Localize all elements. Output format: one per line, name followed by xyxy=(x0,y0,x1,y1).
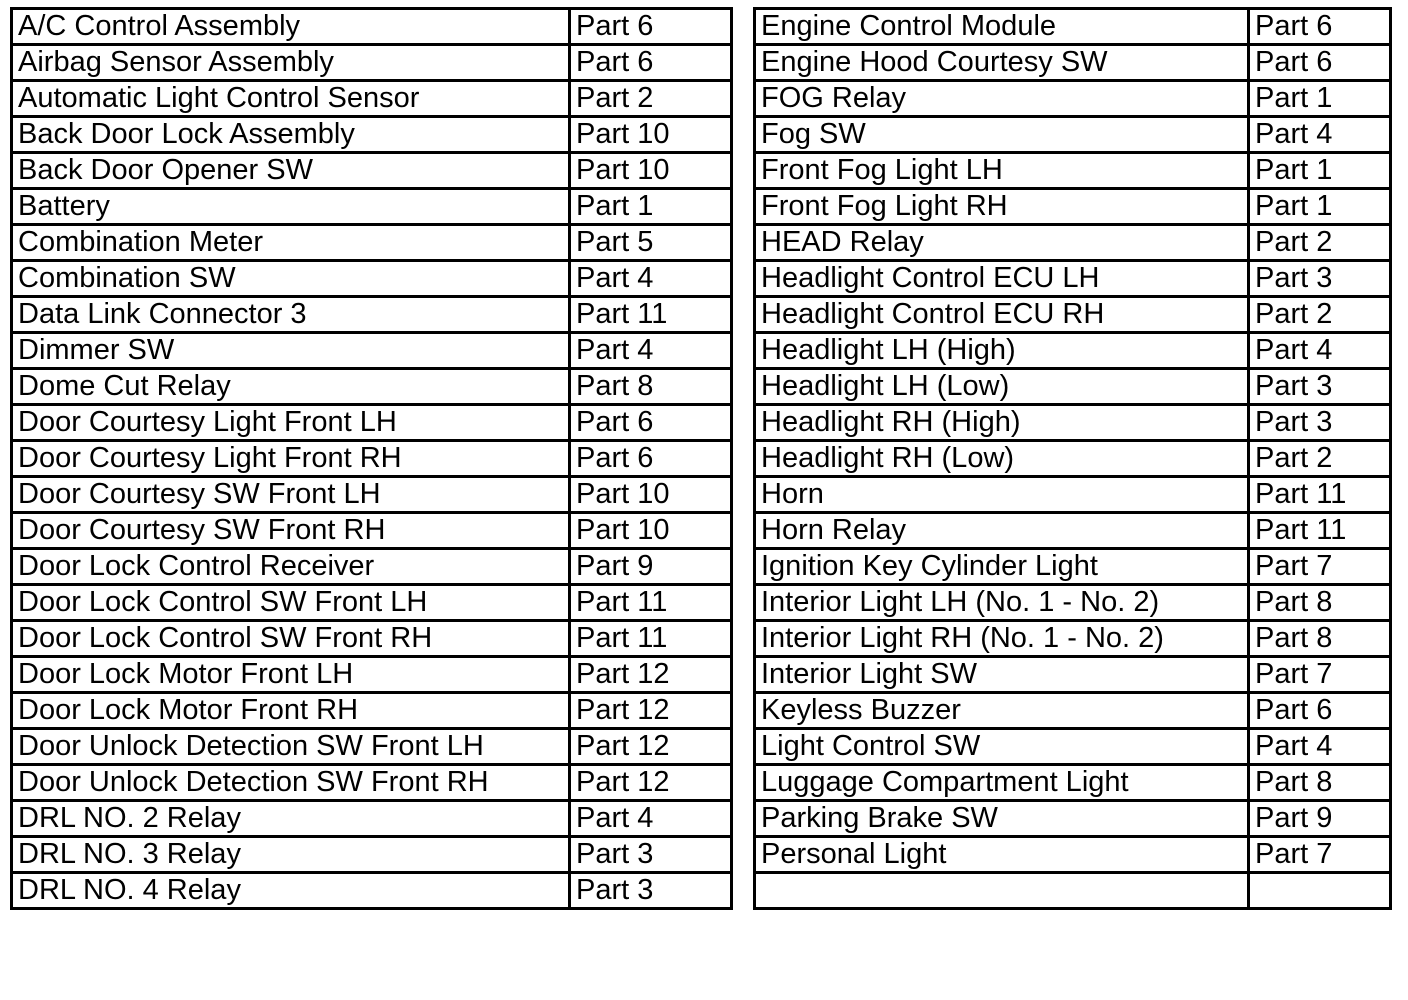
left-index-table xyxy=(10,7,733,910)
component-name-cell: Door Lock Control SW Front LH xyxy=(12,585,570,621)
part-reference-cell: Part 11 xyxy=(1249,513,1391,549)
component-name-cell: Automatic Light Control Sensor xyxy=(12,81,570,117)
table-row xyxy=(755,369,1391,405)
table-row xyxy=(12,261,732,297)
component-name-cell: Door Courtesy Light Front LH xyxy=(12,405,570,441)
table-row xyxy=(755,45,1391,81)
part-reference-cell: Part 8 xyxy=(1249,621,1391,657)
part-reference-cell: Part 9 xyxy=(1249,801,1391,837)
part-reference-cell: Part 11 xyxy=(570,297,732,333)
part-reference-cell: Part 10 xyxy=(570,513,732,549)
part-reference-cell: Part 2 xyxy=(1249,225,1391,261)
table-row xyxy=(755,729,1391,765)
part-reference-cell: Part 4 xyxy=(570,333,732,369)
part-reference-cell xyxy=(1249,873,1391,909)
part-reference-cell: Part 11 xyxy=(1249,477,1391,513)
part-reference-cell: Part 1 xyxy=(1249,153,1391,189)
table-row xyxy=(12,369,732,405)
part-reference-cell: Part 6 xyxy=(570,9,732,45)
table-row xyxy=(755,405,1391,441)
part-reference-cell: Part 9 xyxy=(570,549,732,585)
component-name-cell: Headlight LH (Low) xyxy=(755,369,1249,405)
table-row xyxy=(12,657,732,693)
table-row xyxy=(12,729,732,765)
component-name-cell: Door Lock Control SW Front RH xyxy=(12,621,570,657)
right-index-table xyxy=(753,7,1392,910)
table-row xyxy=(12,837,732,873)
component-name-cell xyxy=(755,873,1249,909)
part-reference-cell: Part 5 xyxy=(570,225,732,261)
component-name-cell: DRL NO. 2 Relay xyxy=(12,801,570,837)
part-reference-cell: Part 10 xyxy=(570,477,732,513)
part-reference-cell: Part 4 xyxy=(1249,729,1391,765)
table-row xyxy=(12,549,732,585)
part-reference-cell: Part 7 xyxy=(1249,549,1391,585)
table-row xyxy=(12,225,732,261)
table-row xyxy=(12,441,732,477)
part-reference-cell: Part 6 xyxy=(1249,45,1391,81)
left-index-body xyxy=(12,9,732,909)
table-row xyxy=(755,225,1391,261)
table-row xyxy=(12,189,732,225)
component-name-cell: Door Lock Control Receiver xyxy=(12,549,570,585)
part-reference-cell: Part 6 xyxy=(570,441,732,477)
component-name-cell: Interior Light RH (No. 1 - No. 2) xyxy=(755,621,1249,657)
part-reference-cell: Part 10 xyxy=(570,153,732,189)
part-reference-cell: Part 6 xyxy=(570,405,732,441)
table-row xyxy=(12,333,732,369)
table-row xyxy=(755,477,1391,513)
component-name-cell: Door Courtesy Light Front RH xyxy=(12,441,570,477)
part-reference-cell: Part 4 xyxy=(570,261,732,297)
component-name-cell: Horn Relay xyxy=(755,513,1249,549)
component-name-cell: Back Door Opener SW xyxy=(12,153,570,189)
component-name-cell: Airbag Sensor Assembly xyxy=(12,45,570,81)
table-row xyxy=(12,405,732,441)
part-reference-cell: Part 1 xyxy=(1249,189,1391,225)
component-name-cell: Engine Control Module xyxy=(755,9,1249,45)
component-name-cell: Door Courtesy SW Front RH xyxy=(12,513,570,549)
part-reference-cell: Part 6 xyxy=(1249,9,1391,45)
component-name-cell: Interior Light LH (No. 1 - No. 2) xyxy=(755,585,1249,621)
component-name-cell: Dome Cut Relay xyxy=(12,369,570,405)
table-row xyxy=(755,81,1391,117)
part-reference-cell: Part 8 xyxy=(570,369,732,405)
component-name-cell: FOG Relay xyxy=(755,81,1249,117)
table-row xyxy=(755,153,1391,189)
table-row xyxy=(755,657,1391,693)
table-row xyxy=(755,297,1391,333)
part-reference-cell: Part 7 xyxy=(1249,837,1391,873)
table-row xyxy=(755,837,1391,873)
component-name-cell: Headlight RH (Low) xyxy=(755,441,1249,477)
component-name-cell: Door Unlock Detection SW Front LH xyxy=(12,729,570,765)
component-name-cell: Door Lock Motor Front LH xyxy=(12,657,570,693)
part-reference-cell: Part 11 xyxy=(570,585,732,621)
right-index-body xyxy=(755,9,1391,909)
table-row xyxy=(755,513,1391,549)
table-row xyxy=(755,9,1391,45)
component-name-cell: Door Unlock Detection SW Front RH xyxy=(12,765,570,801)
table-row xyxy=(755,585,1391,621)
table-row xyxy=(12,117,732,153)
part-reference-cell: Part 4 xyxy=(570,801,732,837)
part-reference-cell: Part 6 xyxy=(1249,693,1391,729)
table-row xyxy=(12,693,732,729)
component-name-cell: Headlight LH (High) xyxy=(755,333,1249,369)
table-row xyxy=(755,441,1391,477)
component-name-cell: A/C Control Assembly xyxy=(12,9,570,45)
table-row xyxy=(12,9,732,45)
part-reference-cell: Part 12 xyxy=(570,729,732,765)
part-reference-cell: Part 2 xyxy=(570,81,732,117)
part-reference-cell: Part 2 xyxy=(1249,297,1391,333)
table-row xyxy=(755,765,1391,801)
part-reference-cell: Part 12 xyxy=(570,765,732,801)
component-name-cell: Combination SW xyxy=(12,261,570,297)
part-reference-cell: Part 6 xyxy=(570,45,732,81)
component-name-cell: Light Control SW xyxy=(755,729,1249,765)
component-name-cell: Keyless Buzzer xyxy=(755,693,1249,729)
component-name-cell: Engine Hood Courtesy SW xyxy=(755,45,1249,81)
component-name-cell: DRL NO. 4 Relay xyxy=(12,873,570,909)
part-reference-cell: Part 7 xyxy=(1249,657,1391,693)
table-row xyxy=(755,693,1391,729)
table-row xyxy=(755,333,1391,369)
component-name-cell: HEAD Relay xyxy=(755,225,1249,261)
component-name-cell: Personal Light xyxy=(755,837,1249,873)
table-row xyxy=(12,153,732,189)
part-reference-cell: Part 4 xyxy=(1249,117,1391,153)
component-name-cell: DRL NO. 3 Relay xyxy=(12,837,570,873)
part-reference-cell: Part 3 xyxy=(570,873,732,909)
part-reference-cell: Part 11 xyxy=(570,621,732,657)
table-row xyxy=(755,621,1391,657)
table-row xyxy=(755,261,1391,297)
component-name-cell: Fog SW xyxy=(755,117,1249,153)
part-reference-cell: Part 1 xyxy=(570,189,732,225)
table-row xyxy=(12,45,732,81)
table-row xyxy=(12,297,732,333)
component-name-cell: Headlight RH (High) xyxy=(755,405,1249,441)
part-reference-cell: Part 12 xyxy=(570,657,732,693)
component-name-cell: Parking Brake SW xyxy=(755,801,1249,837)
part-reference-cell: Part 3 xyxy=(570,837,732,873)
table-row xyxy=(755,549,1391,585)
component-name-cell: Battery xyxy=(12,189,570,225)
component-name-cell: Headlight Control ECU RH xyxy=(755,297,1249,333)
table-row xyxy=(755,801,1391,837)
part-reference-cell: Part 2 xyxy=(1249,441,1391,477)
component-name-cell: Ignition Key Cylinder Light xyxy=(755,549,1249,585)
table-row xyxy=(755,189,1391,225)
table-row xyxy=(12,621,732,657)
component-name-cell: Data Link Connector 3 xyxy=(12,297,570,333)
table-row xyxy=(12,801,732,837)
component-name-cell: Interior Light SW xyxy=(755,657,1249,693)
component-name-cell: Horn xyxy=(755,477,1249,513)
component-name-cell: Headlight Control ECU LH xyxy=(755,261,1249,297)
part-reference-cell: Part 3 xyxy=(1249,405,1391,441)
part-reference-cell: Part 3 xyxy=(1249,261,1391,297)
part-reference-cell: Part 3 xyxy=(1249,369,1391,405)
table-row xyxy=(12,477,732,513)
component-name-cell: Dimmer SW xyxy=(12,333,570,369)
table-row xyxy=(755,873,1391,909)
table-row xyxy=(12,585,732,621)
table-row xyxy=(12,873,732,909)
part-reference-cell: Part 8 xyxy=(1249,585,1391,621)
part-reference-cell: Part 1 xyxy=(1249,81,1391,117)
part-reference-cell: Part 12 xyxy=(570,693,732,729)
component-name-cell: Luggage Compartment Light xyxy=(755,765,1249,801)
part-reference-cell: Part 8 xyxy=(1249,765,1391,801)
table-row xyxy=(12,513,732,549)
component-name-cell: Front Fog Light LH xyxy=(755,153,1249,189)
component-name-cell: Back Door Lock Assembly xyxy=(12,117,570,153)
part-reference-cell: Part 10 xyxy=(570,117,732,153)
part-reference-cell: Part 4 xyxy=(1249,333,1391,369)
component-name-cell: Door Lock Motor Front RH xyxy=(12,693,570,729)
component-name-cell: Door Courtesy SW Front LH xyxy=(12,477,570,513)
table-row xyxy=(12,765,732,801)
component-name-cell: Front Fog Light RH xyxy=(755,189,1249,225)
table-row xyxy=(12,81,732,117)
table-row xyxy=(755,117,1391,153)
component-name-cell: Combination Meter xyxy=(12,225,570,261)
